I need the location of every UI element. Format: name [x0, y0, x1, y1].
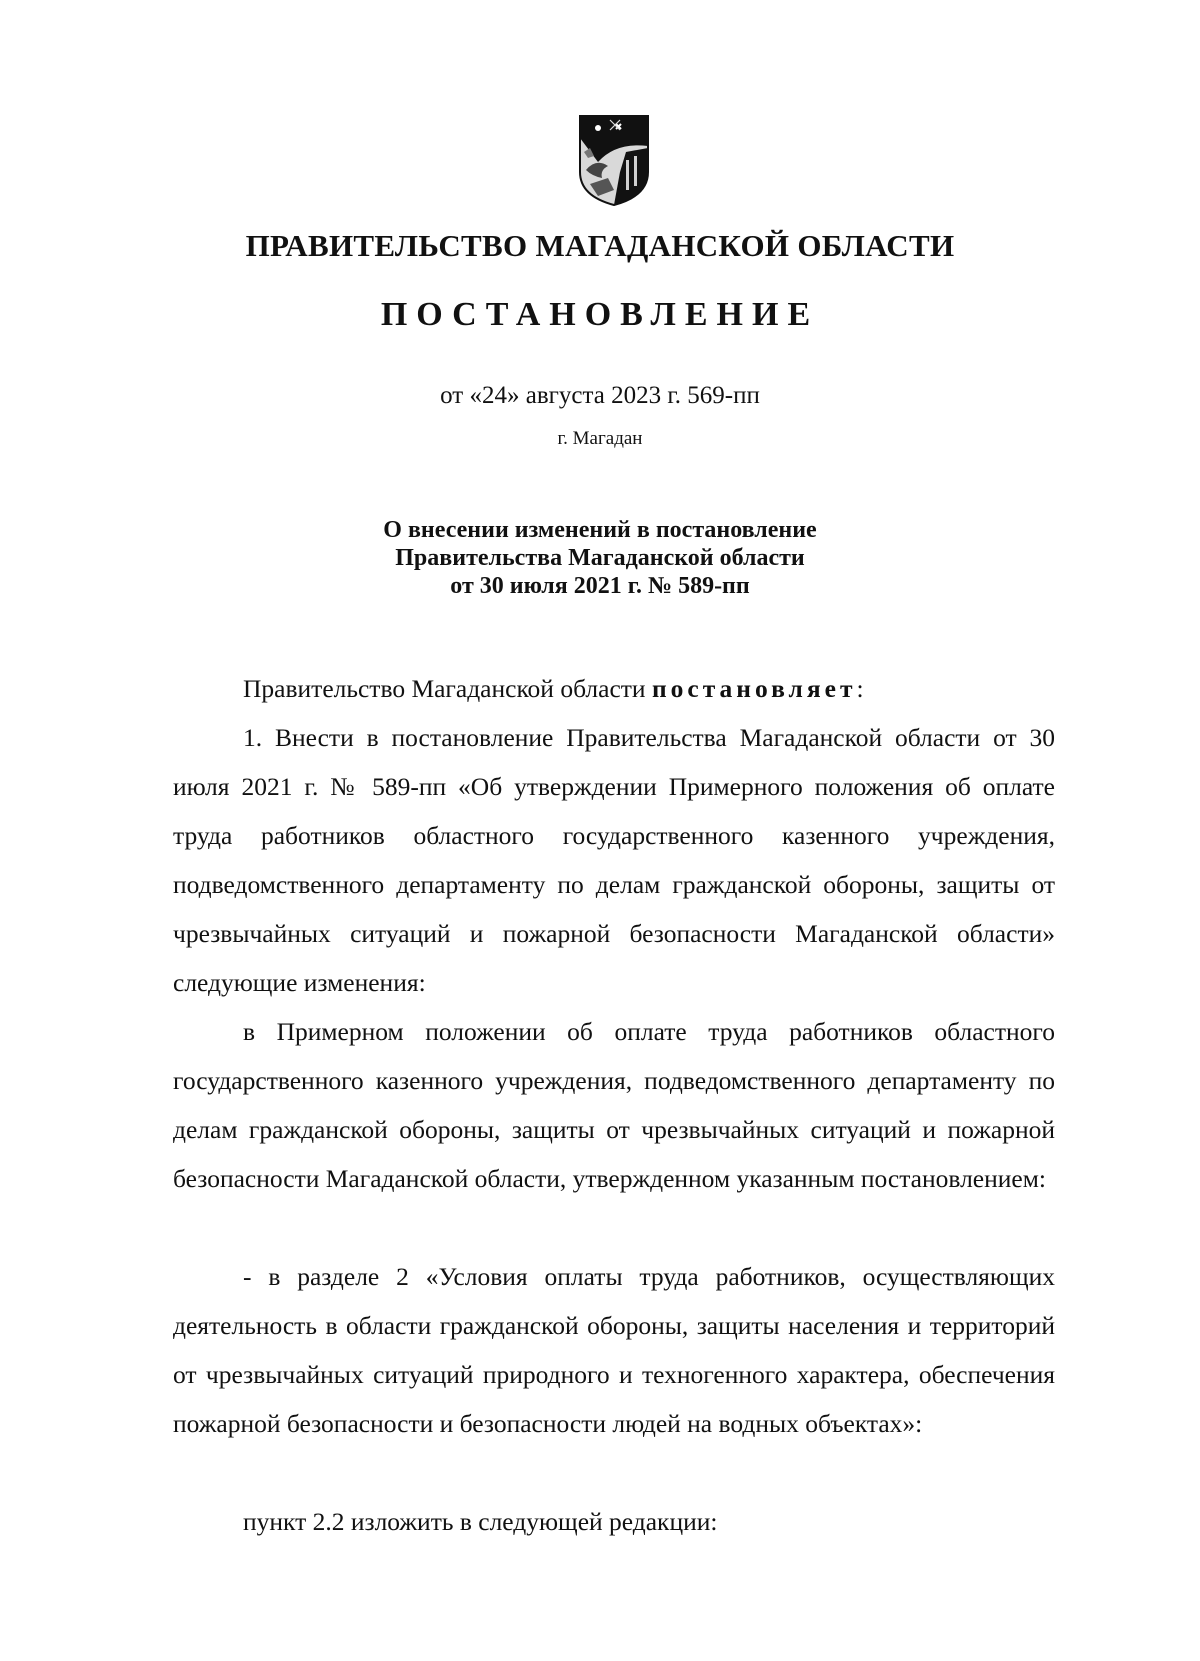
preamble-colon: : [856, 674, 864, 703]
document-date-number: от «24» августа 2023 г. 569-пп [440, 382, 760, 409]
paragraph-3: - в разделе 2 «Условия оплаты труда работников, осуществляющих деятельность в области гражданской обороны, защиты населения и территорий от чрезвычайных ситуаций природного и техногенного характера, обеспечения пожарной безопасности и безопасности людей на водных объектах»: [173, 1262, 1055, 1438]
preamble-text: Правительство Магаданской области [243, 674, 652, 703]
document-city: г. Магадан [557, 428, 643, 449]
preamble-paragraph [173, 664, 1055, 713]
subject-line-2: Правительства Магаданской области [395, 545, 805, 571]
organization-title: ПРАВИТЕЛЬСТВО МАГАДАНСКОЙ ОБЛАСТИ [245, 228, 955, 263]
preamble-verb: постановляет [651, 674, 857, 703]
document-subject [0, 516, 1200, 600]
paragraph-2: в Примерном положении об оплате труда работников областного государственного казенного учреждения, подведомственного департаменту по делам гражданской обороны, защиты от чрезвычайных ситуаций и пожарной безопасности Магаданской области, утвержденном указанным постановлением: [173, 1017, 1055, 1193]
paragraph-4: пункт 2.2 изложить в следующей редакции: [243, 1507, 718, 1536]
document-type-title: ПОСТАНОВЛЕНИЕ [380, 296, 820, 333]
coat-of-arms-emblem [576, 112, 652, 208]
subject-line-1: О внесении изменений в постановление [383, 517, 817, 543]
paragraph-1: 1. Внести в постановление Правительства Магаданской области от 30 июля 2021 г. № 589-пп «Об утверждении Примерного положения об оплате труда работников областного государственного казенного учреждения, подведомственного департаменту по делам гражданской обороны, защиты от чрезвычайных ситуаций и пожарной безопасности Магаданской области» следующие изменения: [173, 723, 1055, 997]
subject-line-3: от 30 июля 2021 г. № 589-пп [450, 573, 750, 599]
